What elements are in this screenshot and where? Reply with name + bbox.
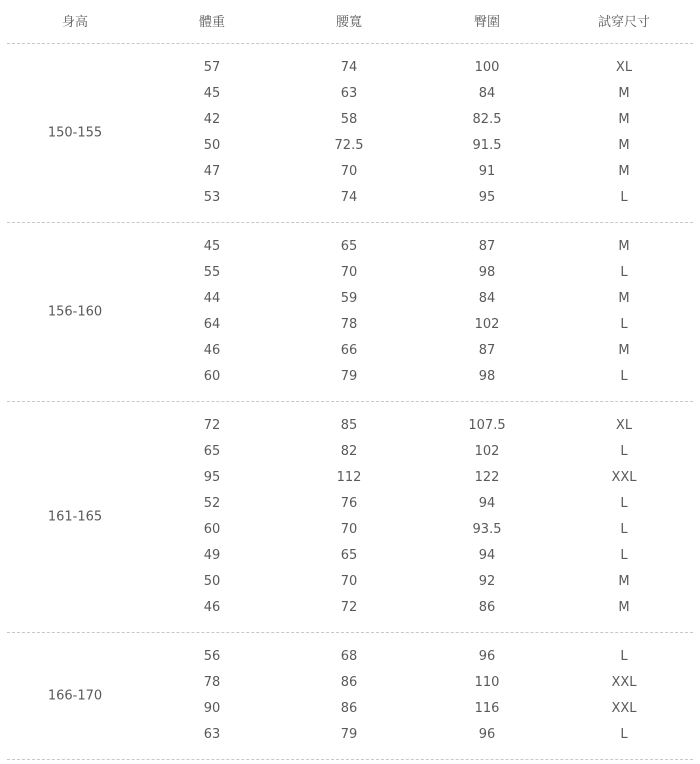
size-cell: M bbox=[618, 86, 630, 101]
size-cell: XXL bbox=[611, 675, 637, 690]
size-cell: L bbox=[620, 649, 628, 664]
size-cell: M bbox=[618, 239, 630, 254]
table-row bbox=[7, 440, 693, 466]
table-row bbox=[7, 186, 693, 212]
weight-cell: 65 bbox=[203, 444, 221, 459]
hip-cell: 87 bbox=[478, 239, 496, 254]
table-row bbox=[7, 313, 693, 339]
waist-cell: 58 bbox=[340, 112, 358, 127]
weight-cell: 50 bbox=[203, 138, 221, 153]
table-row bbox=[7, 544, 693, 570]
height-group bbox=[7, 402, 693, 633]
hip-cell: 86 bbox=[478, 600, 496, 615]
size-cell: L bbox=[620, 548, 628, 563]
size-cell: M bbox=[618, 574, 630, 589]
waist-cell: 74 bbox=[340, 60, 358, 75]
size-cell: L bbox=[620, 369, 628, 384]
table-row bbox=[7, 134, 693, 160]
hip-cell: 96 bbox=[478, 649, 496, 664]
size-cell: L bbox=[620, 496, 628, 511]
weight-cell: 55 bbox=[203, 265, 221, 280]
weight-cell: 52 bbox=[203, 496, 221, 511]
table-row bbox=[7, 287, 693, 313]
size-cell: XL bbox=[615, 60, 633, 75]
weight-cell: 45 bbox=[203, 239, 221, 254]
hip-cell: 102 bbox=[474, 317, 500, 332]
weight-cell: 90 bbox=[203, 701, 221, 716]
hip-cell: 100 bbox=[474, 60, 500, 75]
table-row bbox=[7, 414, 693, 440]
weight-cell: 53 bbox=[203, 190, 221, 205]
weight-cell: 45 bbox=[203, 86, 221, 101]
size-cell: M bbox=[618, 138, 630, 153]
hip-cell: 110 bbox=[474, 675, 500, 690]
size-cell: M bbox=[618, 343, 630, 358]
waist-cell: 59 bbox=[340, 291, 358, 306]
hip-cell: 102 bbox=[474, 444, 500, 459]
waist-cell: 85 bbox=[340, 418, 358, 433]
height-range: 150-155 bbox=[47, 125, 103, 141]
height-range: 156-160 bbox=[47, 304, 103, 320]
weight-cell: 42 bbox=[203, 112, 221, 127]
waist-cell: 86 bbox=[340, 701, 358, 716]
table-row bbox=[7, 596, 693, 622]
weight-cell: 49 bbox=[203, 548, 221, 563]
hip-cell: 93.5 bbox=[472, 522, 502, 537]
size-cell: M bbox=[618, 164, 630, 179]
hip-cell: 122 bbox=[474, 470, 500, 485]
hip-cell: 84 bbox=[478, 291, 496, 306]
weight-cell: 46 bbox=[203, 600, 221, 615]
hip-cell: 84 bbox=[478, 86, 496, 101]
waist-cell: 72 bbox=[340, 600, 358, 615]
table-row bbox=[7, 518, 693, 544]
size-table bbox=[7, 0, 693, 760]
weight-cell: 60 bbox=[203, 522, 221, 537]
hip-cell: 92 bbox=[478, 574, 496, 589]
header-waist: 腰寬 bbox=[335, 15, 363, 30]
waist-cell: 66 bbox=[340, 343, 358, 358]
table-row bbox=[7, 723, 693, 749]
hip-cell: 94 bbox=[478, 496, 496, 511]
weight-cell: 56 bbox=[203, 649, 221, 664]
height-group bbox=[7, 633, 693, 760]
height-group bbox=[7, 223, 693, 402]
table-row bbox=[7, 160, 693, 186]
weight-cell: 60 bbox=[203, 369, 221, 384]
size-cell: M bbox=[618, 291, 630, 306]
weight-cell: 95 bbox=[203, 470, 221, 485]
hip-cell: 91.5 bbox=[472, 138, 502, 153]
table-row bbox=[7, 466, 693, 492]
waist-cell: 72.5 bbox=[334, 138, 364, 153]
weight-cell: 57 bbox=[203, 60, 221, 75]
waist-cell: 79 bbox=[340, 369, 358, 384]
table-row bbox=[7, 235, 693, 261]
hip-cell: 98 bbox=[478, 369, 496, 384]
size-cell: L bbox=[620, 190, 628, 205]
weight-cell: 47 bbox=[203, 164, 221, 179]
header-size: 試穿尺寸 bbox=[597, 15, 651, 30]
waist-cell: 112 bbox=[336, 470, 362, 485]
size-cell: L bbox=[620, 522, 628, 537]
size-cell: L bbox=[620, 444, 628, 459]
waist-cell: 78 bbox=[340, 317, 358, 332]
size-cell: XXL bbox=[611, 701, 637, 716]
table-row bbox=[7, 365, 693, 391]
table-body bbox=[7, 44, 693, 760]
waist-cell: 70 bbox=[340, 164, 358, 179]
header-height: 身高 bbox=[61, 15, 89, 30]
table-row bbox=[7, 645, 693, 671]
height-group bbox=[7, 44, 693, 223]
weight-cell: 46 bbox=[203, 343, 221, 358]
hip-cell: 98 bbox=[478, 265, 496, 280]
header-weight: 體重 bbox=[198, 15, 226, 30]
hip-cell: 87 bbox=[478, 343, 496, 358]
waist-cell: 82 bbox=[340, 444, 358, 459]
hip-cell: 116 bbox=[474, 701, 500, 716]
waist-cell: 65 bbox=[340, 239, 358, 254]
waist-cell: 86 bbox=[340, 675, 358, 690]
height-range: 161-165 bbox=[47, 509, 103, 525]
table-row bbox=[7, 261, 693, 287]
waist-cell: 63 bbox=[340, 86, 358, 101]
size-cell: L bbox=[620, 265, 628, 280]
weight-cell: 50 bbox=[203, 574, 221, 589]
table-row bbox=[7, 492, 693, 518]
table-row bbox=[7, 671, 693, 697]
waist-cell: 76 bbox=[340, 496, 358, 511]
weight-cell: 64 bbox=[203, 317, 221, 332]
table-row bbox=[7, 56, 693, 82]
table-header bbox=[7, 0, 693, 44]
size-cell: L bbox=[620, 317, 628, 332]
table-row bbox=[7, 697, 693, 723]
height-range: 166-170 bbox=[47, 688, 103, 704]
size-cell: XL bbox=[615, 418, 633, 433]
hip-cell: 82.5 bbox=[472, 112, 502, 127]
waist-cell: 70 bbox=[340, 265, 358, 280]
size-cell: M bbox=[618, 112, 630, 127]
table-row bbox=[7, 108, 693, 134]
table-row bbox=[7, 339, 693, 365]
hip-cell: 91 bbox=[478, 164, 496, 179]
size-cell: XXL bbox=[611, 470, 637, 485]
hip-cell: 96 bbox=[478, 727, 496, 742]
waist-cell: 70 bbox=[340, 574, 358, 589]
hip-cell: 107.5 bbox=[468, 418, 506, 433]
waist-cell: 65 bbox=[340, 548, 358, 563]
weight-cell: 78 bbox=[203, 675, 221, 690]
hip-cell: 94 bbox=[478, 548, 496, 563]
hip-cell: 95 bbox=[478, 190, 496, 205]
waist-cell: 74 bbox=[340, 190, 358, 205]
weight-cell: 63 bbox=[203, 727, 221, 742]
size-cell: M bbox=[618, 600, 630, 615]
waist-cell: 68 bbox=[340, 649, 358, 664]
header-hip: 臀圍 bbox=[473, 15, 501, 30]
weight-cell: 72 bbox=[203, 418, 221, 433]
weight-cell: 44 bbox=[203, 291, 221, 306]
size-cell: L bbox=[620, 727, 628, 742]
waist-cell: 79 bbox=[340, 727, 358, 742]
waist-cell: 70 bbox=[340, 522, 358, 537]
table-row bbox=[7, 570, 693, 596]
table-row bbox=[7, 82, 693, 108]
